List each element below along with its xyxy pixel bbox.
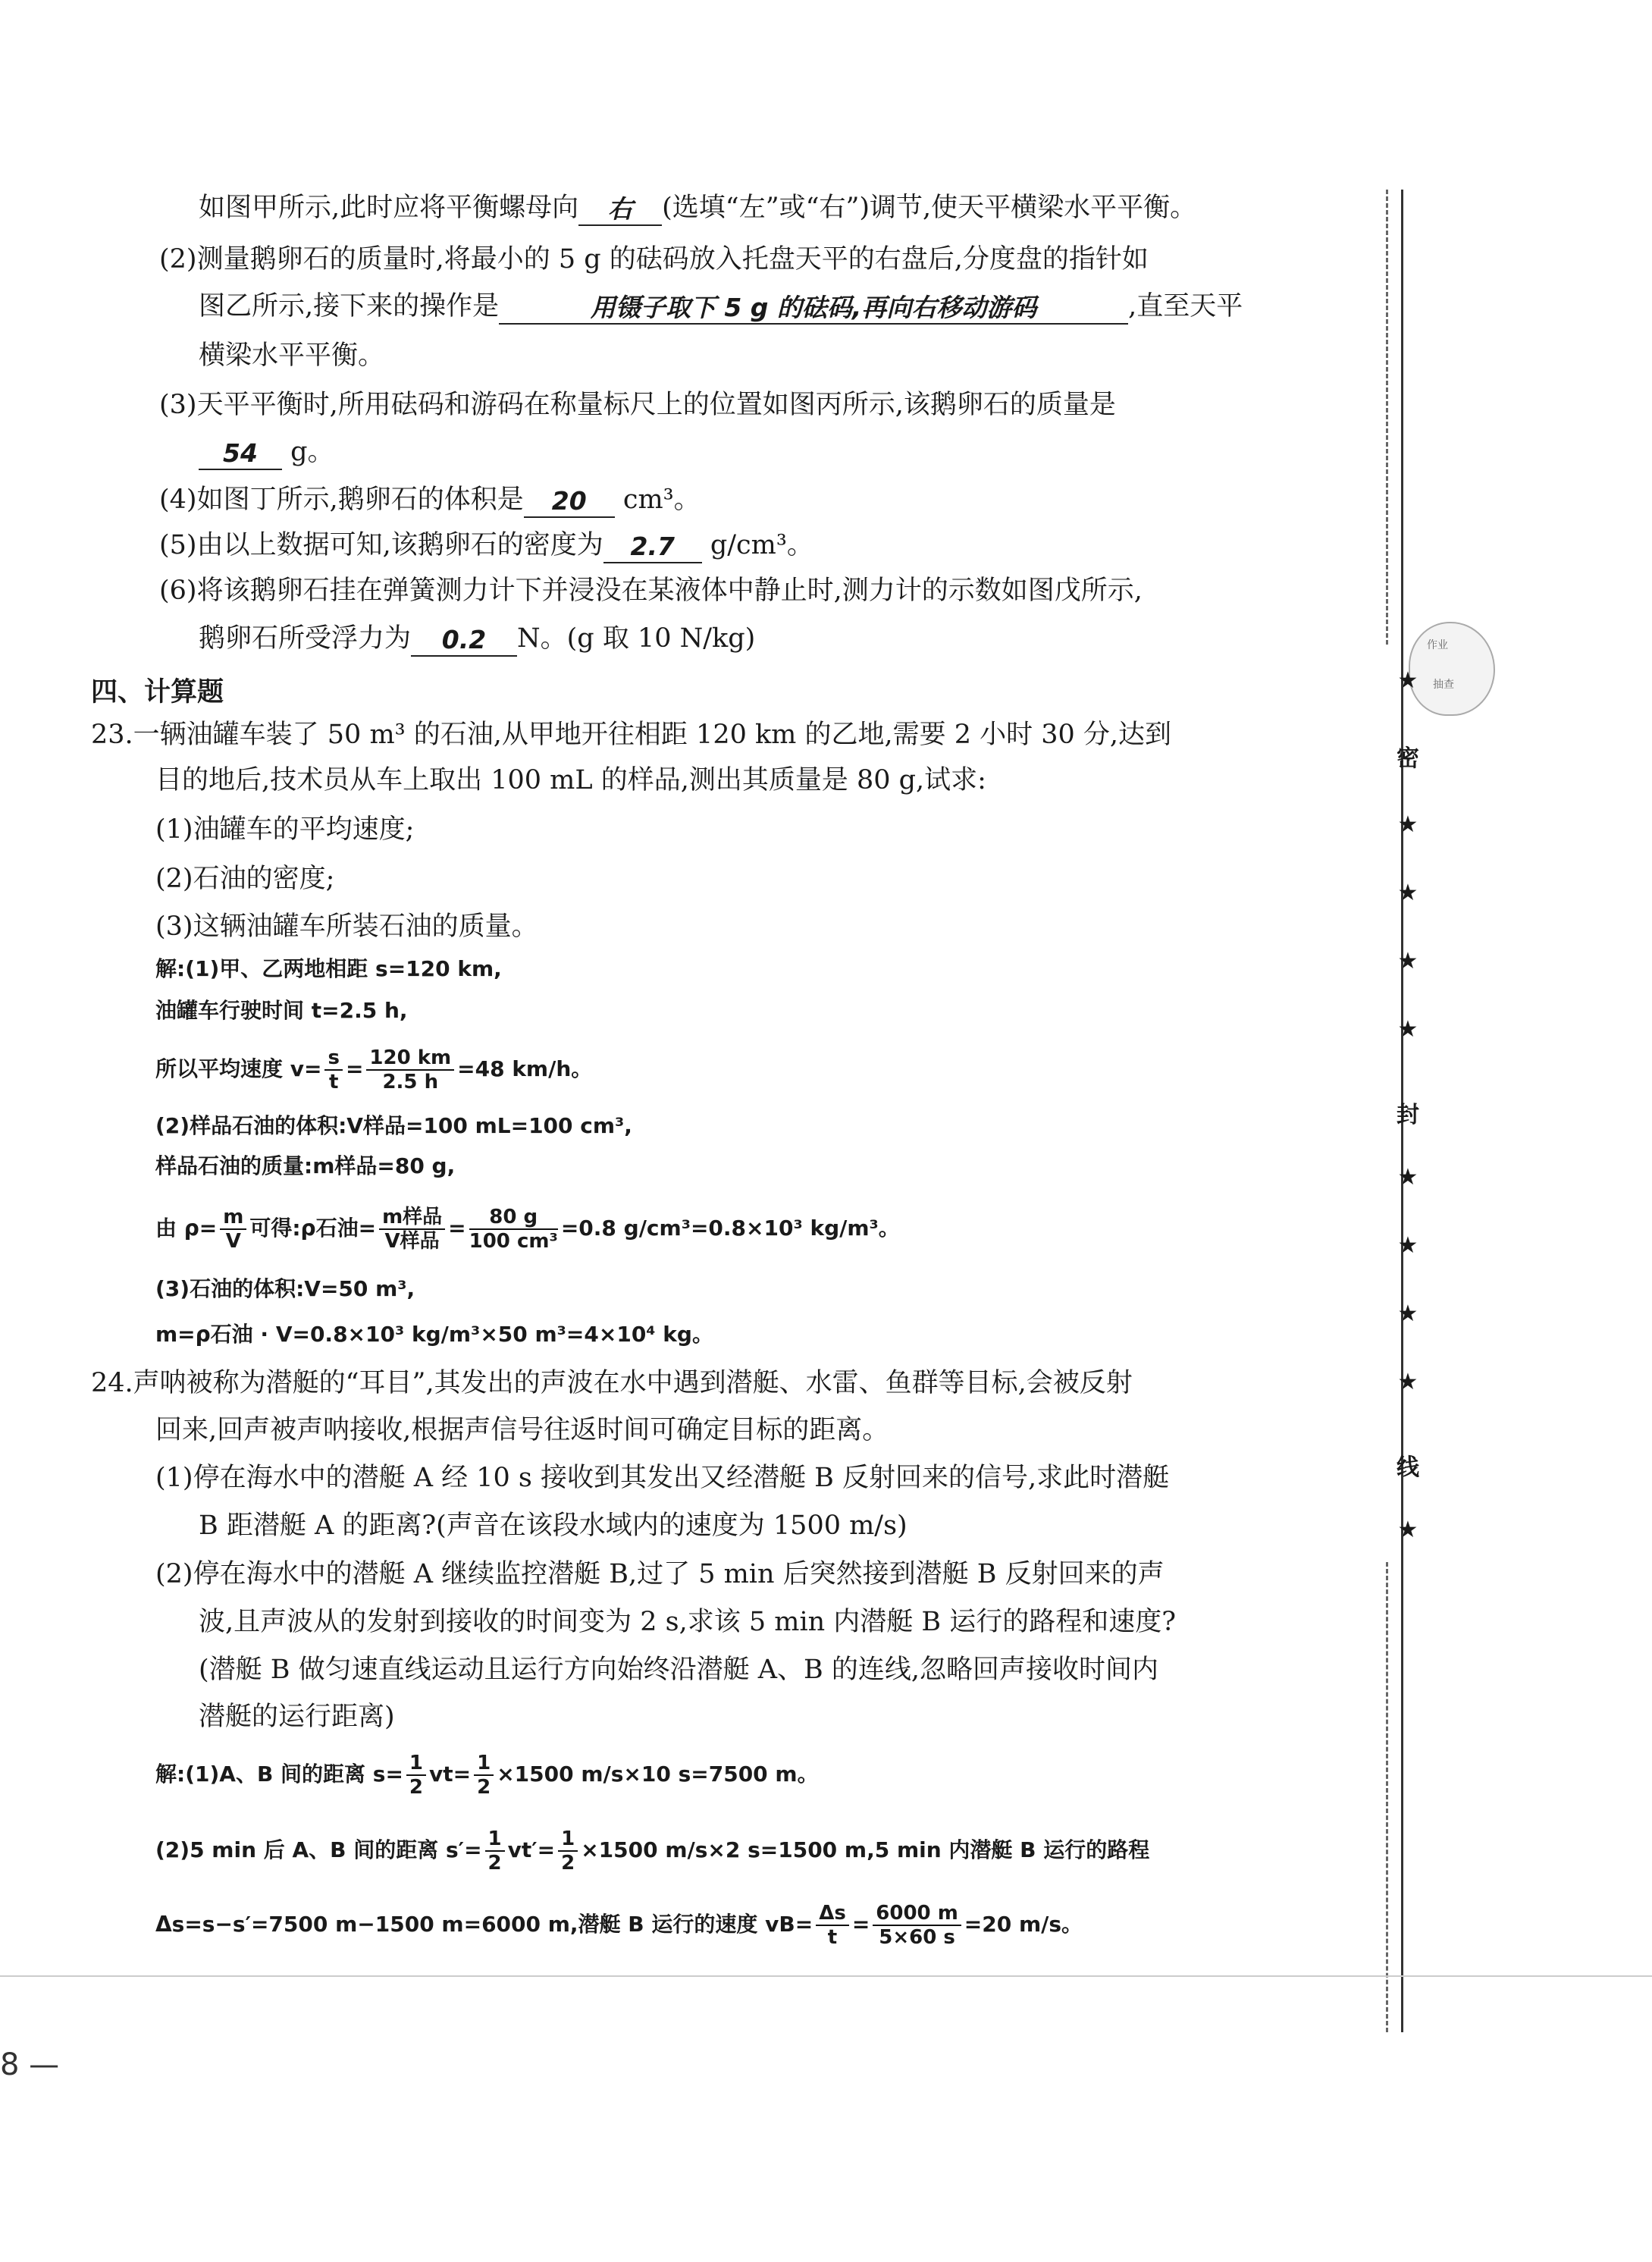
ink-stamp: 作业 抽查 [1409, 622, 1495, 716]
page-divider [0, 1975, 1652, 1977]
answer-text: 0.2 [441, 625, 487, 654]
solution-text: = [345, 1056, 364, 1081]
q24-sub-2a: (2)停在海水中的潜艇 A 继续监控潜艇 B,过了 5 min 后突然接到潜艇 B 反射回来的声 [155, 1559, 1165, 1589]
q23-sub-1: (1)油罐车的平均速度; [155, 814, 415, 845]
solution-text: vt′= [507, 1837, 556, 1862]
star-icon: ★ [1397, 1517, 1418, 1543]
solution-text: = [851, 1912, 870, 1937]
star-icon: ★ [1397, 1300, 1418, 1327]
q22-text: ,直至天平 [1128, 291, 1243, 322]
denominator: V [225, 1230, 241, 1253]
solution-text: ×1500 m/s×2 s=1500 m,5 min 内潜艇 B 运行的路程 [581, 1837, 1150, 1862]
q24-sub-2d: 潜艇的运行距离) [199, 1702, 395, 1732]
section-heading: 四、计算题 [91, 677, 224, 707]
fraction [406, 1752, 426, 1799]
q22-text: cm³。 [622, 485, 701, 515]
seal-label: 密 [1397, 745, 1419, 772]
denominator: 2 [561, 1852, 575, 1875]
denominator: 2 [477, 1776, 491, 1799]
solution-text: =48 km/h。 [457, 1056, 593, 1081]
binding-dashed-line [1386, 1562, 1388, 2032]
answer-text: 2.7 [630, 532, 675, 561]
fraction [558, 1827, 578, 1875]
q22-text: N。(g 取 10 N/kg) [517, 623, 756, 654]
q23-line-2: 目的地后,技术员从车上取出 100 mL 的样品,测出其质量是 80 g,试求: [155, 765, 986, 795]
q22-line-9: (6)将该鹅卵石挂在弹簧测力计下并浸没在某液体中静止时,测力计的示数如图戊所示, [159, 576, 1143, 606]
fraction [324, 1046, 342, 1093]
q22-text: 鹅卵石所受浮力为 [199, 623, 412, 654]
q23-sub-3: (3)这辆油罐车所装石油的质量。 [155, 911, 538, 942]
numerator: 1 [558, 1827, 578, 1852]
star-icon: ★ [1397, 1016, 1418, 1043]
q23-solution-4: (2)样品石油的体积:V样品=100 mL=100 cm³, [155, 1113, 632, 1138]
solution-text: ×1500 m/s×10 s=7500 m。 [497, 1762, 819, 1787]
numerator: Δs [816, 1902, 849, 1926]
q22-line-2: (2)测量鹅卵石的质量时,将最小的 5 g 的砝码放入托盘天平的右盘后,分度盘的指针如 [159, 244, 1149, 275]
numerator: 120 km [366, 1046, 454, 1071]
numerator: 1 [474, 1752, 494, 1776]
q24-solution-1 [155, 1752, 819, 1799]
q22-line-5: (3)天平平衡时,所用砝码和游码在称量标尺上的位置如图丙所示,该鹅卵石的质量是 [159, 390, 1116, 420]
q23-solution-3 [155, 1046, 592, 1093]
answer-blank [578, 191, 662, 226]
q23-solution-7: (3)石油的体积:V=50 m³, [155, 1276, 415, 1301]
q22-line-7 [159, 482, 701, 518]
star-icon: ★ [1397, 1369, 1418, 1395]
fraction [379, 1206, 445, 1253]
q22-line-8 [159, 527, 813, 563]
denominator: 100 cm³ [469, 1230, 558, 1253]
star-icon: ★ [1397, 1232, 1418, 1259]
q22-text: g。 [290, 437, 334, 467]
q24-line-2: 回来,回声被声呐接收,根据声信号往返时间可确定目标的距离。 [155, 1415, 889, 1445]
fraction [469, 1206, 558, 1253]
denominator: t [827, 1926, 838, 1949]
solution-text: 由 ρ= [155, 1216, 218, 1241]
numerator: 1 [485, 1827, 505, 1852]
star-icon: ★ [1397, 811, 1418, 838]
numerator: 1 [406, 1752, 426, 1776]
star-icon: ★ [1397, 948, 1418, 974]
denominator: 2 [409, 1776, 424, 1799]
solution-text: Δs=s−s′=7500 m−1500 m=6000 m,潜艇 B 运行的速度 vB= [155, 1912, 813, 1937]
seal-label: 线 [1397, 1454, 1419, 1481]
denominator: 2 [487, 1852, 502, 1875]
denominator: 2.5 h [382, 1071, 439, 1093]
q22-text: g/cm³。 [710, 530, 813, 560]
numerator: 80 g [469, 1206, 558, 1230]
q22-line-10 [199, 620, 755, 657]
solution-text: 解:(1)A、B 间的距离 s= [155, 1762, 403, 1787]
fraction [220, 1206, 246, 1253]
q24-sub-1a: (1)停在海水中的潜艇 A 经 10 s 接收到其发出又经潜艇 B 反射回来的信号,求此时潜艇 [155, 1463, 1170, 1493]
answer-text: 用镊子取下 5 g 的砝码,再向右移动游码 [590, 293, 1037, 322]
fraction [366, 1046, 454, 1093]
q22-line-6 [199, 434, 334, 470]
q23-solution-6 [155, 1206, 900, 1253]
star-icon: ★ [1397, 667, 1418, 694]
fraction [816, 1902, 849, 1949]
page-number: 8 — [0, 2047, 60, 2082]
q22-text: (5)由以上数据可知,该鹅卵石的密度为 [159, 530, 603, 560]
seal-label: 封 [1397, 1102, 1419, 1128]
solution-text: 所以平均速度 v= [155, 1056, 322, 1081]
q23-sub-2: (2)石油的密度; [155, 864, 335, 894]
q22-text: (选填“左”或“右”)调节,使天平横梁水平平衡。 [662, 193, 1197, 223]
q22-line-1 [199, 190, 1196, 226]
solution-text: =20 m/s。 [964, 1912, 1083, 1937]
answer-text: 右 [607, 194, 633, 224]
answer-blank [411, 622, 517, 657]
star-icon: ★ [1397, 1164, 1418, 1191]
answer-blank [499, 290, 1128, 325]
denominator: V样品 [384, 1230, 440, 1253]
solution-text: = [448, 1216, 466, 1241]
q23-line-1: 23.一辆油罐车装了 50 m³ 的石油,从甲地开往相距 120 km 的乙地,需要 2 小时 30 分,达到 [91, 720, 1172, 750]
q23-solution-8: m=ρ石油 · V=0.8×10³ kg/m³×50 m³=4×10⁴ kg。 [155, 1322, 713, 1347]
q22-text: (4)如图丁所示,鹅卵石的体积是 [159, 485, 524, 515]
answer-blank [199, 435, 282, 470]
q24-sub-1b: B 距潜艇 A 的距离?(声音在该段水域内的速度为 1500 m/s) [199, 1511, 908, 1541]
answer-text: 20 [551, 486, 587, 516]
fraction [485, 1827, 505, 1875]
q22-line-3 [199, 288, 1243, 325]
fraction [873, 1902, 961, 1949]
q24-line-1: 24.声呐被称为潜艇的“耳目”,其发出的声波在水中遇到潜艇、水雷、鱼群等目标,会被反射 [91, 1368, 1133, 1398]
q23-solution-1: 解:(1)甲、乙两地相距 s=120 km, [155, 956, 502, 981]
q24-sub-2b: 波,且声波从的发射到接收的时间变为 2 s,求该 5 min 内潜艇 B 运行的路程和速度? [199, 1607, 1177, 1637]
denominator: 5×60 s [879, 1926, 955, 1949]
numerator: m [220, 1206, 246, 1230]
answer-blank [603, 529, 702, 563]
answer-blank [524, 483, 615, 518]
q24-sub-2c: (潜艇 B 做匀速直线运动且运行方向始终沿潜艇 A、B 的连线,忽略回声接收时间内 [199, 1655, 1159, 1685]
fraction [474, 1752, 494, 1799]
solution-text: =0.8 g/cm³=0.8×10³ kg/m³。 [560, 1216, 900, 1241]
numerator: 6000 m [873, 1902, 961, 1926]
q22-text: 图乙所示,接下来的操作是 [199, 291, 500, 322]
q24-solution-3 [155, 1902, 1083, 1949]
numerator: s [324, 1046, 342, 1071]
star-icon: ★ [1397, 880, 1418, 906]
solution-text: vt= [429, 1762, 472, 1787]
solution-text: (2)5 min 后 A、B 间的距离 s′= [155, 1837, 482, 1862]
q23-solution-5: 样品石油的质量:m样品=80 g, [155, 1153, 456, 1178]
q23-solution-2: 油罐车行驶时间 t=2.5 h, [155, 998, 408, 1023]
q22-text: 如图甲所示,此时应将平衡螺母向 [199, 193, 579, 223]
numerator: m样品 [379, 1206, 445, 1230]
q24-solution-2 [155, 1827, 1149, 1875]
solution-text: 可得:ρ石油= [249, 1216, 377, 1241]
binding-dashed-line [1386, 190, 1388, 645]
answer-text: 54 [223, 438, 258, 468]
q22-line-4: 横梁水平平衡。 [199, 340, 385, 371]
denominator: t [328, 1071, 339, 1093]
